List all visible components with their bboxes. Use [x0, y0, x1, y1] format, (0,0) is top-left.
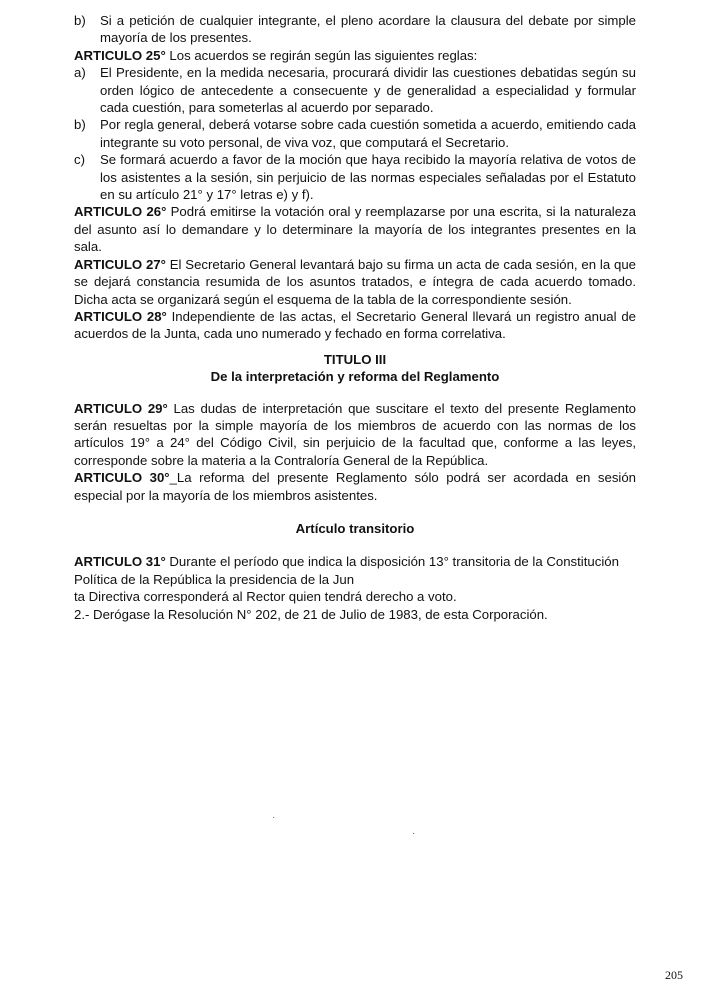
document-body — [74, 12, 636, 623]
section-subtitle: De la interpretación y reforma del Reglamento — [210, 369, 500, 385]
item-label: a) — [74, 65, 86, 81]
article-text: _La reforma del presente Reglamento sólo podrá ser acordada en sesión especial por la mayoría de los miembros asistentes. — [74, 470, 637, 503]
article-text-line1: Durante el período que indica la disposición 13° transitoria de la Constitución Política de la República la presidencia de la Jun — [74, 554, 619, 587]
transitory-title: Artículo transitorio — [295, 520, 415, 536]
item-label: c) — [74, 152, 85, 168]
article-text: Los acuerdos se regirán según las siguientes reglas: — [169, 47, 478, 63]
article-text: El Secretario General levantará bajo su firma un acta de cada sesión, en la que se dejará constancia resumida de los asuntos tratados, e íntegra de cada acuerdo tomado. Dicha acta se organizará según el esquema de la tabla de la correspondiente sesión. — [74, 256, 636, 307]
article-heading: ARTICULO 29° — [74, 400, 168, 416]
article-30 — [74, 469, 636, 504]
page-number: 205 — [665, 968, 683, 982]
article-heading: ARTICULO 30° — [74, 470, 170, 486]
article-31 — [74, 553, 636, 605]
article-heading: ARTICULO 26° — [74, 204, 167, 220]
item-text: Por regla general, deberá votarse sobre cada cuestión sometida a acuerdo, emitiendo cada integrante su voto personal, de viva voz, que computará el Secretario. — [100, 117, 636, 150]
article-text: Podrá emitirse la votación oral y reemplazarse por una escrita, si la naturaleza del asunto así lo demandare y lo determinare la mayoría de los integrantes presentes en la sala. — [74, 204, 637, 255]
item-label: b) — [74, 13, 86, 28]
list-item-b — [74, 116, 636, 151]
article-heading: ARTICULO 27° — [74, 256, 166, 272]
list-item-a — [74, 64, 636, 116]
article-text-line2: ta Directiva corresponderá al Rector quien tendrá derecho a voto. — [74, 589, 457, 605]
final-resolution: 2.- Derógase la Resolución N° 202, de 21 de Julio de 1983, de esta Corporación. — [74, 606, 548, 622]
section-title: TITULO III — [323, 351, 387, 367]
article-28 — [74, 308, 636, 343]
article-text: Independiente de las actas, el Secretario General llevará un registro anual de acuerdos de la Junta, cada uno numerado y fechado en forma correlativa. — [74, 308, 637, 342]
article-25 — [74, 47, 636, 64]
article-26 — [74, 203, 636, 255]
item-text: Se formará acuerdo a favor de la moción que haya recibido la mayoría relativa de votos de los asistentes a la sesión, sin perjuicio de las normas especiales señaladas por el Estatuto en su artículo 21° y 17° letras e) y f). — [100, 152, 636, 203]
article-heading: ARTICULO 28° — [74, 308, 167, 324]
article-heading: ARTICULO 25° — [74, 47, 166, 63]
item-text: Si a petición de cualquier integrante, el pleno acordare la clausura del debate por simple mayoría de los presentes. — [100, 13, 636, 46]
article-heading: ARTICULO 31° — [74, 554, 166, 570]
list-item-c — [74, 151, 636, 203]
article-text: Las dudas de interpretación que suscitare el texto del presente Reglamento serán resueltas por la simple mayoría de los miembros de acuerdo con las normas de los artículos 19° a 24° del Código Civil, sin perjuicio de la facultad que, conforme a las leyes, corresponde sobre la materia a la Contraloría General de la República. — [74, 400, 637, 468]
list-item-b-top — [74, 12, 636, 47]
item-label: b) — [74, 117, 86, 133]
article-29 — [74, 400, 636, 470]
item-text: El Presidente, en la medida necesaria, procurará dividir las cuestiones debatidas según su orden lógico de antecedente a consecuente y de generalidad a especialidad y formular cada cuestión, para someterlas al acuerdo por separado. — [100, 65, 636, 116]
scan-speck: · — [272, 812, 276, 823]
article-27 — [74, 256, 636, 308]
scan-speck: · — [412, 828, 416, 839]
